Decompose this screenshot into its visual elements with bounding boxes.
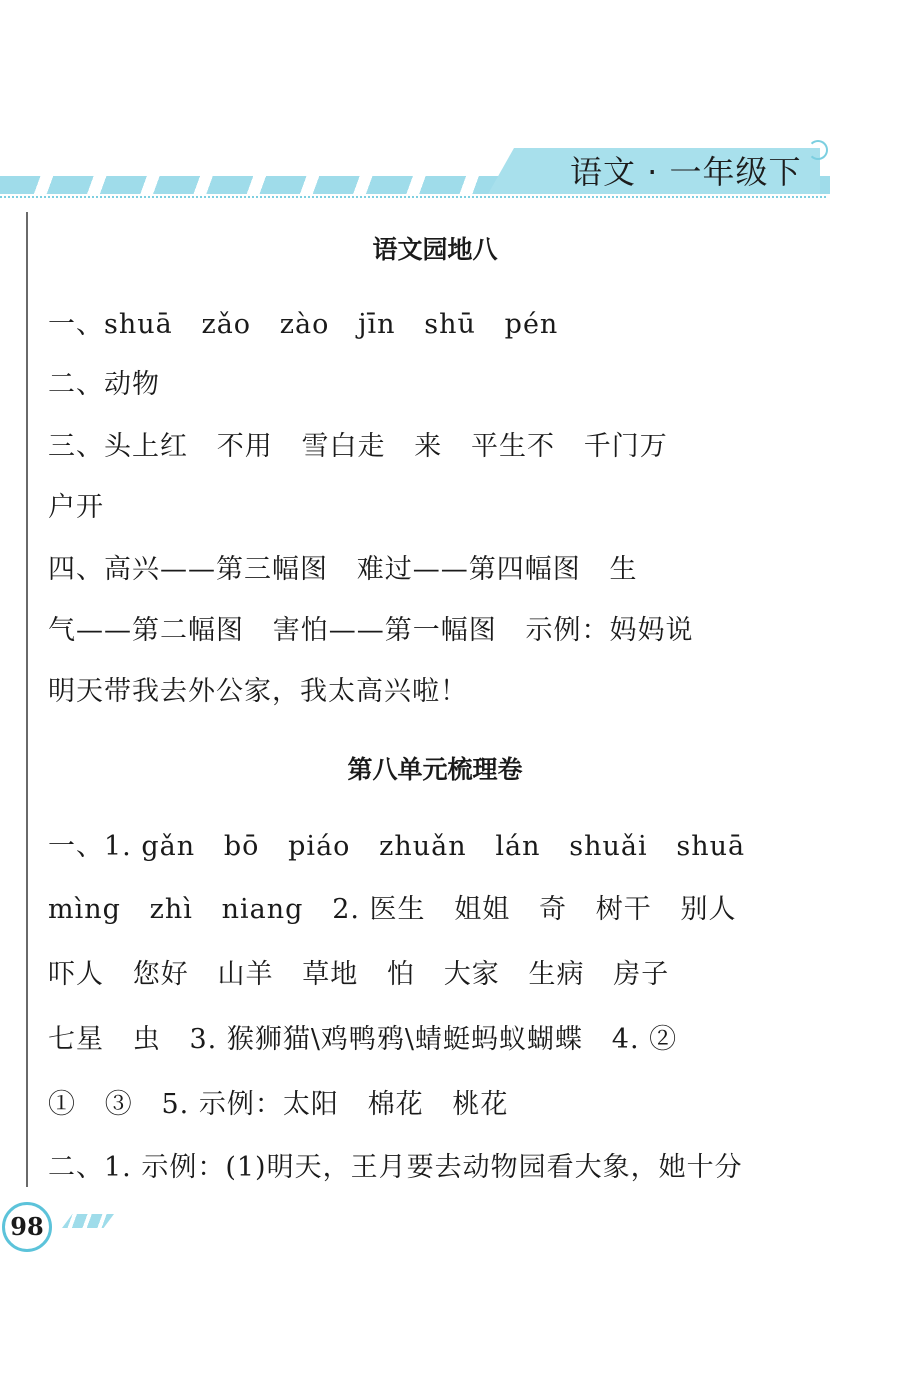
header-divider (0, 196, 826, 198)
answer-line: 气——第二幅图 害怕——第一幅图 示例：妈妈说 (48, 615, 694, 646)
answer-line: mìng zhì niang 2. 医生 姐姐 奇 树干 别人 (48, 894, 737, 925)
answer-line: ① ③ 5. 示例：太阳 棉花 桃花 (48, 1089, 509, 1120)
answer-line: 二、动物 (48, 369, 160, 400)
answer-line: 一、1. gǎn bō piáo zhuǎn lán shuǎi shuā (48, 831, 746, 862)
answer-line: 一、shuā zǎo zào jīn shū pén (48, 309, 559, 340)
answer-line: 吓人 您好 山羊 草地 怕 大家 生病 房子 (48, 959, 670, 990)
page-badge-wing (62, 1214, 114, 1228)
section-title-garden-8: 语文园地八 (372, 235, 498, 264)
answer-line: 四、高兴——第三幅图 难过——第四幅图 生 (48, 554, 638, 585)
answer-line: 二、1. 示例：(1)明天，王月要去动物园看大象，她十分 (48, 1152, 743, 1183)
answer-line: 户开 (48, 492, 104, 523)
margin-line (26, 212, 28, 1187)
section-title-unit-8-review: 第八单元梳理卷 (347, 755, 523, 784)
page-number-badge: 98 (2, 1202, 52, 1252)
answer-line: 明天带我去外公家，我太高兴啦！ (48, 676, 468, 707)
answer-line: 七星 虫 3. 猴狮猫\鸡鸭鸦\蜻蜓蚂蚁蝴蝶 4. ② (48, 1024, 678, 1055)
header-title: 语文 · 一年级下 (570, 153, 802, 191)
answer-line: 三、头上红 不用 雪白走 来 平生不 千门万 (48, 431, 668, 462)
